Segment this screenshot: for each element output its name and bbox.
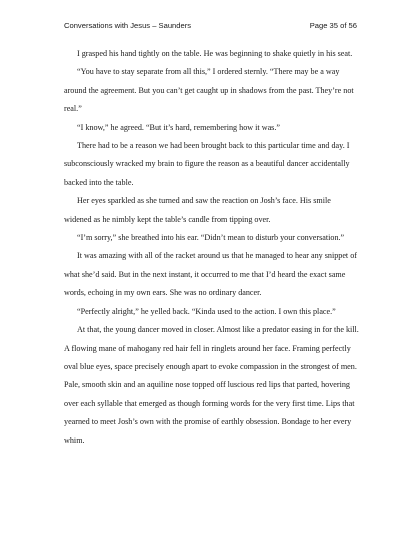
paragraph: “I know,” he agreed. “But it’s hard, remembering how it was.” [77,122,280,132]
page-number: Page 35 of 56 [309,21,357,30]
header-title: Conversations with Jesus – Saunders [64,21,192,30]
paragraph: It was amazing with all of the racket around us that he managed to hear any snippet of what she’d said. But in the next instant, it occurred to me that I’d heard the exact same words, echoing in my own ears. She was no ordinary dancer. [64,251,357,298]
paragraph: “I’m sorry,” she breathed into his ear. “Didn’t mean to disturb your conversation.” [77,233,345,243]
paragraph: At that, the young dancer moved in closer. Almost like a predator easing in for the kill. A flowing mane of mahogany red hair fell in ringlets around her face. Framing perfectly oval blue eyes, space precisely enough apart to evoke compassion in the strongest of men. Pale, smooth skin and an aquiline nose topped off luscious red lips that parted, hovering over each syllable that emerged as though forming words for the very first time. Lips that yearned to meet Josh’s own with the promise of earthly obsession. Bondage to her every whim. [64,325,359,445]
paragraph: Her eyes sparkled as she turned and saw the reaction on Josh’s face. His smile widened as he nimbly kept the table’s candle from tipping over. [64,196,331,224]
paragraph: “You have to stay separate from all this,” I ordered sternly. “There may be a way around the agreement. But you can’t get caught up in shadows from the past. They’re not real.” [64,67,354,114]
paragraph: “Perfectly alright,” he yelled back. “Kinda used to the action. I own this place.” [77,306,336,316]
paragraph: I grasped his hand tightly on the table. He was beginning to shake quietly in his seat. [77,49,353,58]
page-header [64,21,357,33]
document-body [64,45,360,450]
paragraph: There had to be a reason we had been brought back to this particular time and day. I subconsciously wracked my brain to figure the reason as a beautiful dancer accidentally backed into the table. [64,141,350,187]
